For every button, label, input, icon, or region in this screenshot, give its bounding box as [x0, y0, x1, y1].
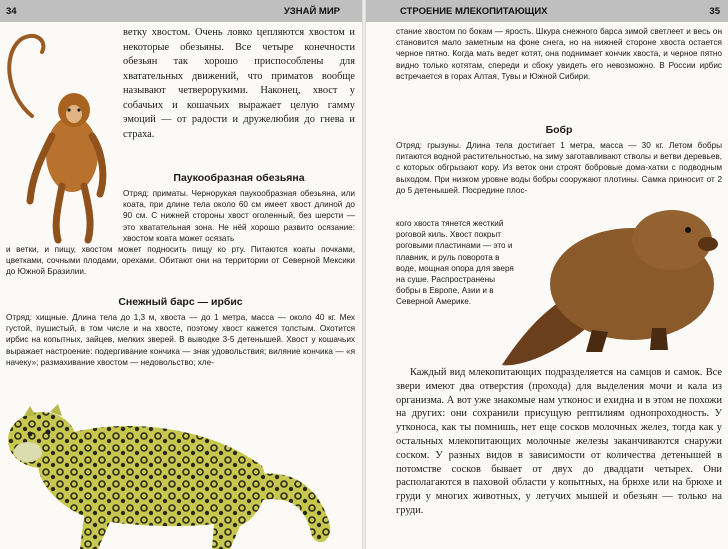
left-header-title: УЗНАЙ МИР	[283, 6, 340, 17]
left-page	[0, 0, 362, 549]
spider-monkey-text-bottom: и ветки, и пищу, хвостом может подносить пищу ко рту. Питаются коаты почками, цветками, сочными плодами, орехами. Обитают они на территории от Северной Мексики до Южной Бразилии.	[6, 245, 355, 277]
beaver-text-top: Отряд: грызуны. Длина тела достигает 1 метра, масса — 30 кг. Летом бобры питаются водной растительностью, на зиму заготавливают стволы и ветви деревьев, с которых обгрызают кору. Из веток они строят бобровые дома-хатки с подводным выходом. При низком уровне воды бобры сооружают плотины. Самка приносит от 2 до 5 детенышей. Посредине плос-	[396, 141, 722, 195]
snow-leopard-text-continued: стание хвостом по бокам — ярость. Шкура снежного барса зимой светлеет и весь он становится мало заметным на фоне снега, но на нижней стороне хвоста остается черное пятно. Когда мать ведет котят, она поднимает кончик хвоста, и черное пятно видно только котятам, спереди и сбоку увидеть его невозможно. В России ирбис встречается в горах Алтая, Тувы и Южной Сибири.	[396, 27, 722, 81]
snow-leopard-illustration	[0, 396, 362, 549]
spider-monkey-heading: Паукообразная обезьяна	[173, 172, 305, 184]
spider-monkey-illustration	[2, 26, 114, 244]
right-page-header	[366, 0, 728, 22]
right-header-title: СТРОЕНИЕ МЛЕКОПИТАЮЩИХ	[400, 6, 548, 17]
spider-monkey-text-top: Отряд: приматы. Чернорукая паукообразная обезьяна, или коата, при длине тела около 60 см имеет хвост длиной до 90 см. С нижней стороны хвост оголенный, без шерсти — это хватательная зона. Не нёй хорошо развито осязание: хвостом коата может осязать	[123, 189, 355, 243]
intro-paragraph: ветку хвостом. Очень ловко цепляются хвостом и некоторые обезьяны. Все четыре конечности обезьян так хорошо приспособлены для хватательных движений, что приматов вообще называют четверорукими. Наконец, хвост у собачьих и кошачьих выражает целую гамму эмоций — от радости и дружелюбия до гнева и страха.	[123, 27, 355, 140]
reproduction-paragraph: Каждый вид млекопитающих подразделяется на самцов и самок. Все звери имеют два отверстия (прохода) для выделения мочи и кала из организма. А вот уже знакомые нам утконос и ехидна и в этом не похожи на других: они сохранили присущую рептилиям однопроходность. У утконоса, как ты помнишь, нет еще сосков молочных желез, тогда как у остальных млекопитающих молочные железы заканчиваются снаружи соском. У разных видов в зависимости от количества детенышей в потомстве сосков бывает от двух до двадцати четырех. Они располагаются в паховой области у копытных, на брюхе или на брюхе и груди у многих животных, у летучих мышей и обезьян — только на груди.	[396, 367, 722, 516]
page-number-left: 34	[6, 6, 17, 17]
beaver-text-side: кого хвоста тянется жесткий роговой киль. Хвост покрыт роговыми пластинами — это и плавник, и руль поворота в воде, мощная опора для зверя на суше. Распространены бобры в Европе, Азии и в Северной Америке.	[396, 219, 514, 307]
page-number-right: 35	[709, 6, 720, 17]
snow-leopard-text: Отряд: хищные. Длина тела до 1,3 м, хвоста — до 1 метра, масса — около 40 кг. Мех густой, пушистый, в том числе и на хвосте, поэтому хвост кажется толстым. Охотится ирбис на копытных, зайцев, мелких зверей. В выводке 3-5 детенышей. Хвост у кошачьих выражает настроение: подергивание кончика — знак удовольствия; виляние кончика — «я начеку»; размахивание хвостом — недовольство; хле-	[6, 313, 355, 367]
snow-leopard-heading: Снежный барс — ирбис	[118, 296, 243, 308]
beaver-illustration	[502, 200, 728, 370]
right-page	[366, 0, 728, 549]
beaver-heading: Бобр	[545, 124, 573, 136]
left-page-header	[0, 0, 362, 22]
